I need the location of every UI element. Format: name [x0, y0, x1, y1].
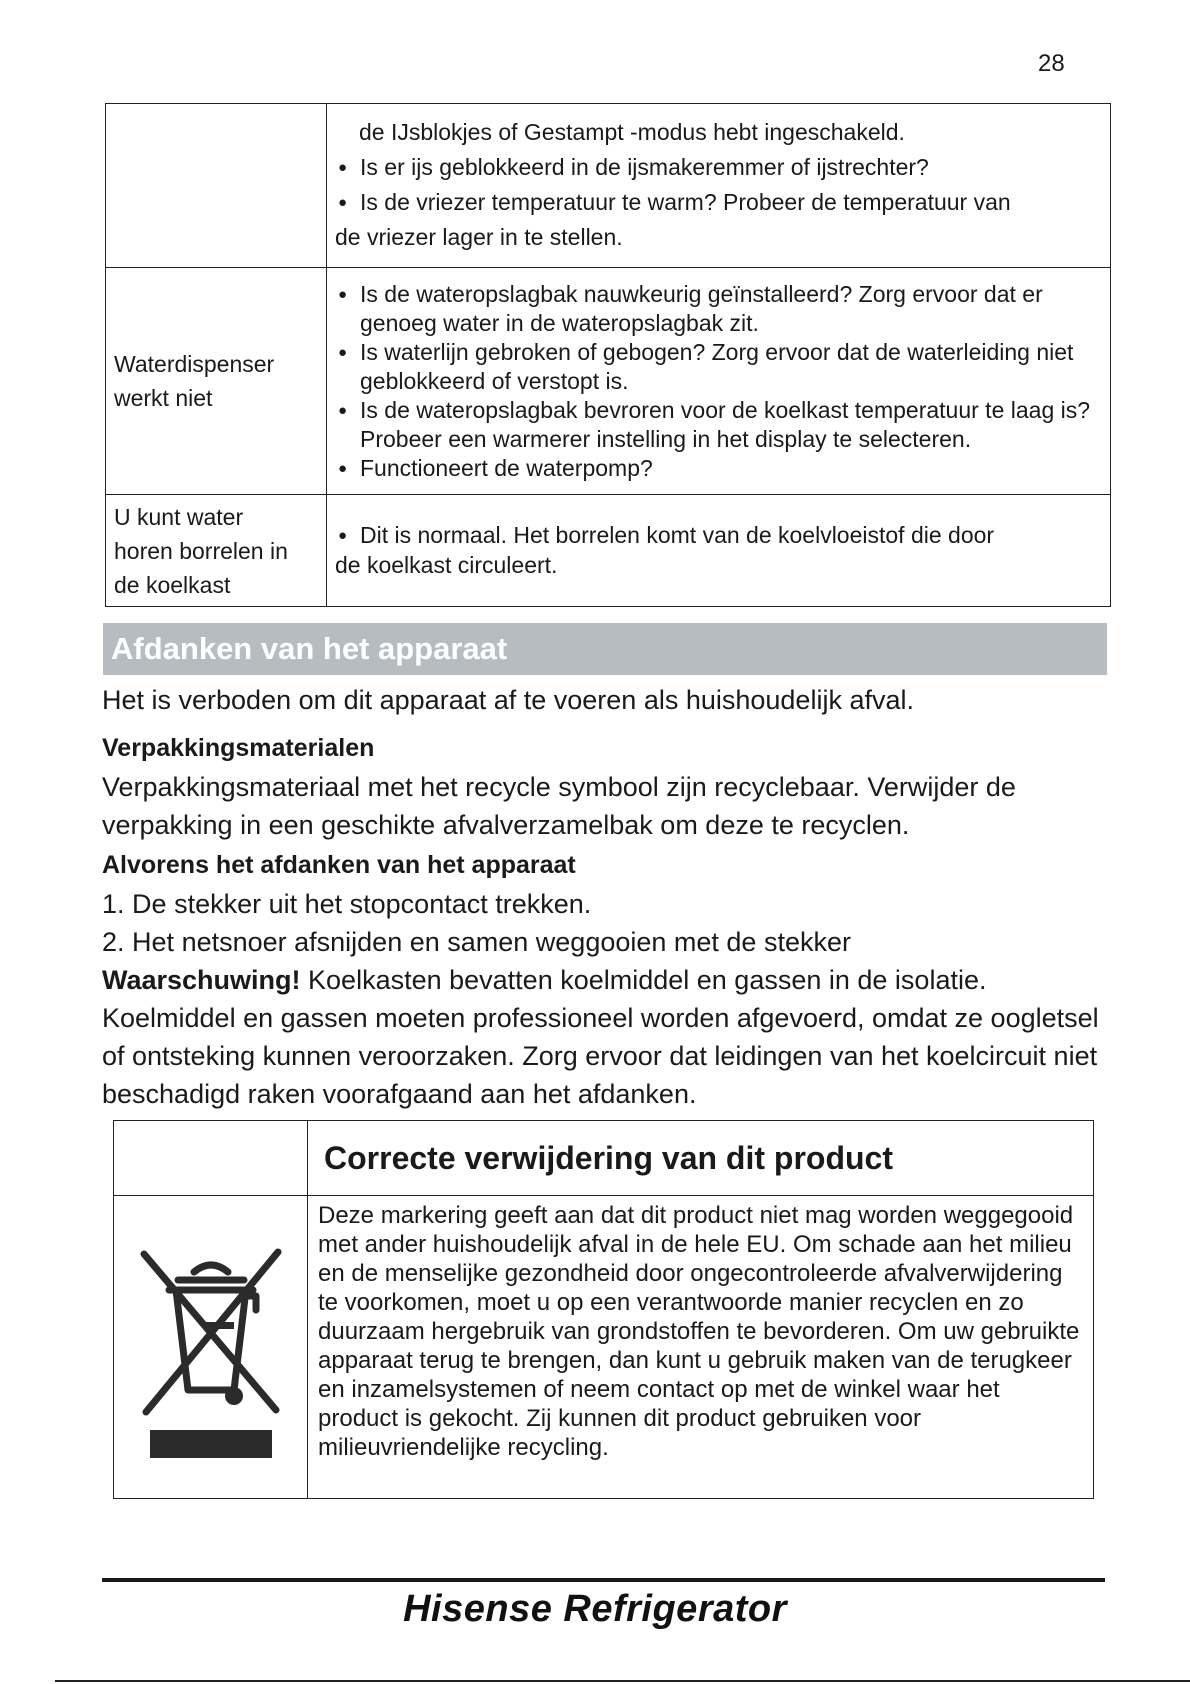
solution-line: de IJsblokjes of Gestampt -modus hebt ingeschakeld.: [359, 118, 905, 145]
list-item: [102, 885, 1112, 923]
before-disposal-heading: Alvorens het afdanken van het apparaat: [102, 851, 576, 879]
disposal-body-text: Deze markering geeft aan dat dit product niet mag worden weggegooid met ander huishoudelijk afval in de hele EU. Om schade aan het milieu en de menselijke gezondheid door ongecontroleerde afvalverwijdering te voorkomen, moet u op een verantwoorde manier recyclen en zo duurzaam hergebruik van grondstoffen te bevorderen. Om uw gebruikte apparaat terug te brengen, dan kunt u gebruik maken van de terugkeer en inzamelsystemen of neem contact op met de winkel waar het product is gekocht. Zij kunnen dit product gebruiken voor milieuvriendelijke recycling.: [318, 1202, 1080, 1461]
troubleshooting-table: [105, 103, 1111, 607]
table-row: [114, 1121, 1094, 1196]
table-row: [114, 1196, 1094, 1499]
warning-paragraph: [102, 961, 1112, 1113]
solution-bullet: ● Is er ijs geblokkeerd in de ijsmakeremmer of ijstrechter?: [335, 150, 1102, 185]
disposal-title: Correcte verwijdering van dit product: [324, 1140, 893, 1176]
solution-line: de vriezer lager in te stellen.: [335, 223, 623, 250]
step-text: Het netsnoer afsnijden en samen weggooien met de stekker: [132, 927, 851, 957]
problem-line: horen borrelen in: [114, 537, 288, 564]
table-row: [106, 268, 1111, 495]
table-row: [106, 495, 1111, 607]
table-row: [106, 104, 1111, 268]
solution-cell: [327, 104, 1111, 268]
packaging-heading: Verpakkingsmaterialen: [102, 734, 375, 762]
crossed-out-wheelie-bin-icon: [136, 1230, 286, 1460]
warning-label: Waarschuwing!: [102, 965, 301, 995]
solution-bullet: ● Is de wateropslagbak bevroren voor de koelkast temperatuur te laag is? Probeer een warmerer instelling in het display te selecteren.: [335, 396, 1102, 454]
problem-line: U kunt water: [114, 503, 244, 530]
disposal-body-cell: [308, 1196, 1094, 1499]
disposal-title-cell: [308, 1121, 1094, 1196]
problem-line: werkt niet: [114, 385, 213, 411]
problem-cell: [106, 495, 327, 607]
step-number: 2.: [102, 927, 125, 957]
problem-cell: [106, 268, 327, 495]
solution-bullet: ● Is waterlijn gebroken of gebogen? Zorg ervoor dat de waterleiding niet geblokkeerd of verstopt is.: [335, 338, 1102, 396]
warning-text: Koelkasten bevatten koelmiddel en gassen in de isolatie. Koelmiddel en gassen moeten professioneel worden afgevoerd, omdat ze oogletsel of ontsteking kunnen veroorzaken. Zorg ervoor dat leidingen van het koelcircuit niet beschadigd raken voorafgaand aan het afdanken.: [102, 965, 1099, 1109]
footer-brand: Hisense Refrigerator: [403, 1588, 787, 1630]
solution-cell: [327, 495, 1111, 607]
bottom-divider: [55, 1680, 1190, 1682]
footer-divider: [102, 1578, 1105, 1582]
problem-cell: [106, 104, 327, 268]
disposal-table: [113, 1120, 1094, 1499]
solution-bullet: ● Functioneert de waterpomp?: [335, 454, 1102, 483]
problem-line: de koelkast: [114, 571, 231, 598]
solution-bullet: ● Dit is normaal. Het borrelen komt van de koelvloeistof die door: [335, 521, 1102, 550]
weee-icon-cell: [114, 1196, 308, 1499]
page-number: 28: [1038, 50, 1065, 77]
list-item: [102, 923, 1112, 961]
solution-bullet: ● Is de wateropslagbak nauwkeurig geïnstalleerd? Zorg ervoor dat er genoeg water in de wateropslagbak zit.: [335, 280, 1102, 338]
intro-text: Het is verboden om dit apparaat af te voeren als huishoudelijk afval.: [102, 685, 914, 715]
empty-header-cell: [114, 1121, 308, 1196]
solution-cell: [327, 268, 1111, 495]
solution-bullet: ● Is de vriezer temperatuur te warm? Probeer de temperatuur van: [335, 185, 1102, 220]
problem-line: Waterdispenser: [114, 351, 275, 377]
solution-line: de koelkast circuleert.: [335, 551, 558, 578]
step-text: De stekker uit het stopcontact trekken.: [132, 889, 592, 919]
step-number: 1.: [102, 889, 125, 919]
section-heading: Afdanken van het apparaat: [103, 623, 1107, 675]
packaging-text: Verpakkingsmateriaal met het recycle symbool zijn recyclebaar. Verwijder de verpakking in een geschikte afvalverzamelbak om deze te recyclen.: [102, 772, 1016, 840]
